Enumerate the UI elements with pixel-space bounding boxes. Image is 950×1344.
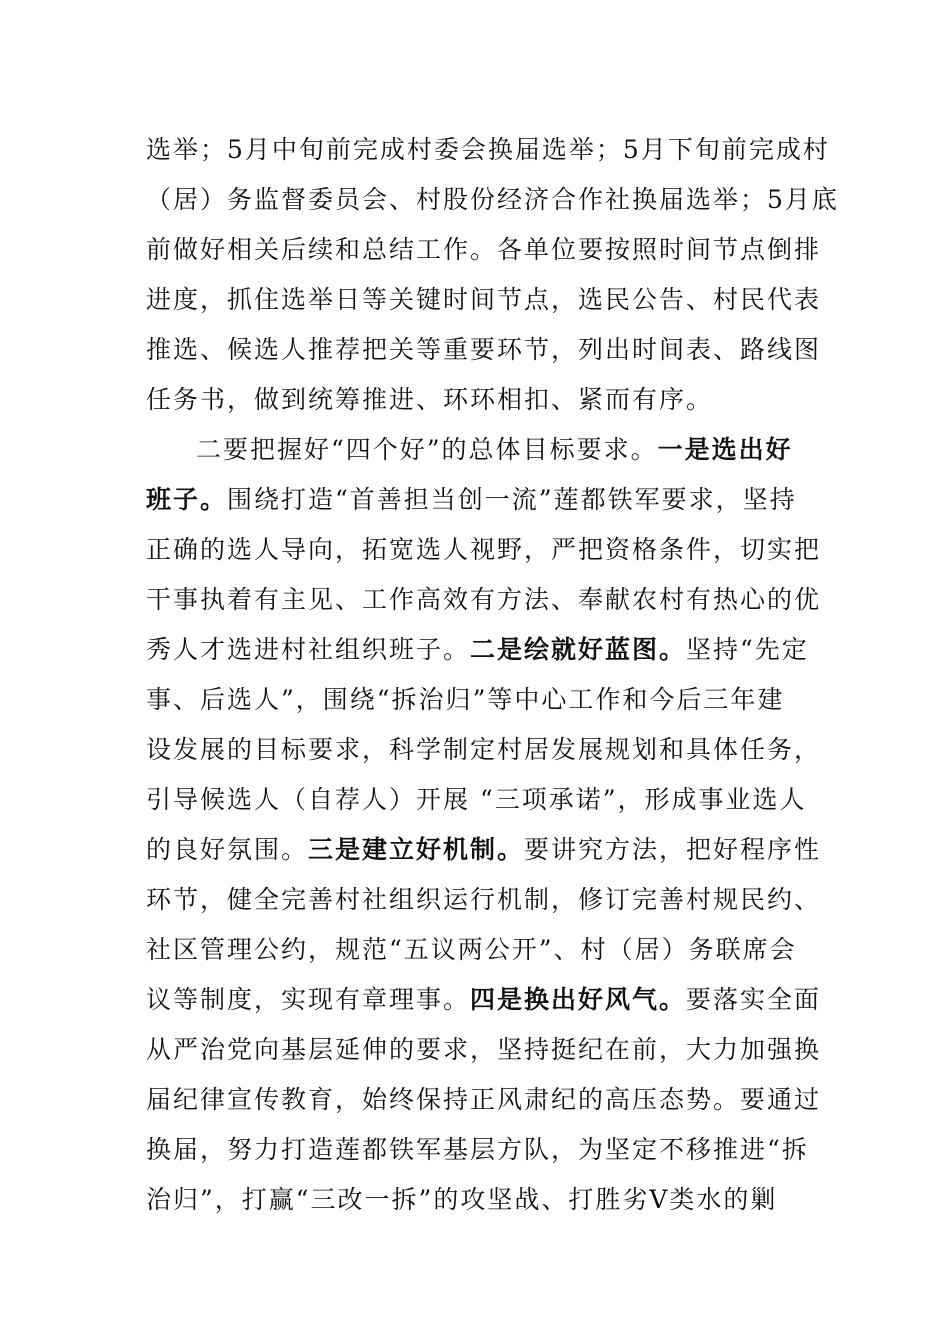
line-text: 正确的选人导向，拓宽选人视野，严把资格条件，切实把: [146, 535, 822, 564]
line-text: [146, 625, 809, 675]
line-segment: 二要把握好“四个好”的总体目标要求。: [196, 435, 658, 464]
line-text: 进度，抓住选举日等关键时间节点，选民公告、村民代表: [146, 285, 822, 314]
text-line: [146, 1125, 808, 1175]
text-line: [146, 275, 822, 325]
line-text: 推选、候选人推荐把关等重要环节，列出时间表、路线图: [146, 335, 822, 364]
line-text: 环节，健全完善村社组织运行机制，修订完善村规民约、: [146, 885, 822, 914]
bold-heading: 一是选出好: [657, 435, 793, 464]
text-line: [146, 325, 822, 375]
line-segment: 议等制度，实现有章理事。: [146, 985, 471, 1014]
text-line: [146, 1025, 822, 1075]
line-segment: 秀人才选进村社组织班子。: [146, 635, 471, 664]
line-segment: 围绕打造“首善担当创一流”莲都铁军要求，坚持: [227, 485, 797, 514]
bold-heading: 班子。: [146, 485, 228, 514]
line-text: 任务书，做到统筹推进、环环相扣、紧而有序。: [146, 385, 714, 414]
text-line: [146, 625, 808, 675]
line-text: 设发展的目标要求，科学制定村居发展规划和具体任务，: [146, 735, 822, 764]
line-text: 从严治党向基层延伸的要求，坚持挺纪在前，大力加强换: [146, 1035, 822, 1064]
text-line: [146, 575, 822, 625]
text-line: [146, 825, 822, 875]
line-text: （居）务监督委员会、村股份经济合作社换届选举；5月底: [146, 185, 839, 214]
text-line: [146, 425, 808, 475]
line-segment: 的良好氛围。: [146, 835, 309, 864]
line-text: [146, 475, 797, 525]
text-line: [146, 975, 822, 1025]
line-segment: 要落实全面: [686, 985, 822, 1014]
line-segment: 要讲究方法，把好程序性: [524, 835, 822, 864]
text-line: [146, 125, 830, 175]
text-line: [146, 1175, 808, 1225]
bold-heading: 三是建立好机制。: [308, 835, 525, 864]
text-line: [146, 725, 822, 775]
line-text: [196, 425, 793, 475]
line-text: [146, 975, 821, 1025]
text-line: [146, 175, 839, 225]
text-line: [146, 1075, 822, 1125]
line-text: 前做好相关后续和总结工作。各单位要按照时间节点倒排: [146, 235, 822, 264]
line-text: 治归”，打赢“三改一拆”的攻坚战、打胜劣Ⅴ类水的剿: [146, 1185, 778, 1214]
text-line: [146, 525, 822, 575]
text-line: [146, 775, 808, 825]
line-text: 选举；5月中旬前完成村委会换届选举；5月下旬前完成村: [146, 135, 830, 164]
line-text: [146, 825, 821, 875]
text-line: [146, 375, 808, 425]
text-line: [146, 675, 808, 725]
bold-heading: 二是绘就好蓝图。: [470, 635, 687, 664]
text-line: [146, 475, 808, 525]
bold-heading: 四是换出好风气。: [470, 985, 687, 1014]
text-line: [146, 875, 822, 925]
line-text: 引导候选人（自荐人）开展 “三项承诺”，形成事业选人: [146, 785, 807, 814]
text-line: [146, 925, 808, 975]
line-text: 换届，努力打造莲都铁军基层方队，为坚定不移推进“拆: [146, 1135, 809, 1164]
line-segment: 坚持“先定: [686, 635, 809, 664]
text-line: [146, 225, 822, 275]
line-text: 干事执着有主见、工作高效有方法、奉献农村有热心的优: [146, 585, 822, 614]
document-body: [146, 125, 839, 1225]
line-text: 社区管理公约，规范“五议两公开”、村（居）务联席会: [146, 935, 797, 964]
line-text: 届纪律宣传教育，始终保持正风肃纪的高压态势。要通过: [146, 1085, 822, 1114]
line-text: 事、后选人”，围绕“拆治归”等中心工作和今后三年建: [146, 685, 785, 714]
